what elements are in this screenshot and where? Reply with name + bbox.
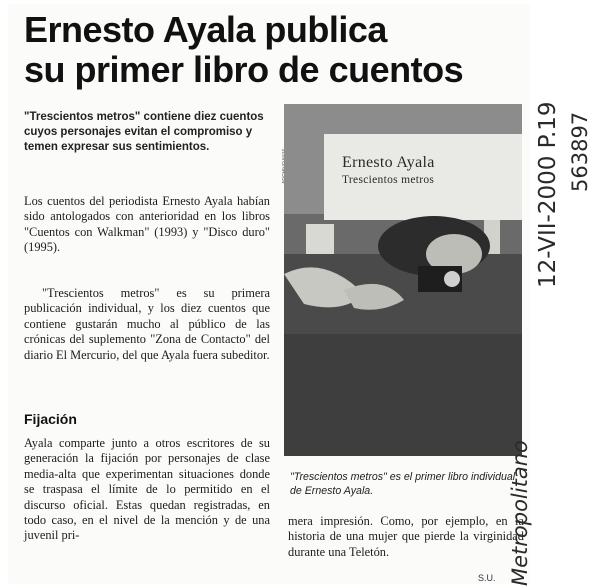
body-paragraph-3: Ayala comparte junto a otros escritores de su generación la fijación por personajes de clase media-alta que experimentan situaciones donde se traspasa el límite de lo permitido en el discurso oficial. Estas quedan registradas, en todo caso, en el nivel de la mención y de una juvenil pri- [24, 436, 270, 543]
headline-line-2: su primer libro de cuentos [24, 49, 464, 90]
handwritten-number: 563897 [568, 111, 592, 192]
body-paragraph-4: mera impresión. Como, por ejemplo, en la historia de una mujer que pierde la virginidad durante una Teletón. [288, 514, 524, 559]
photo-caption: "Trescientos metros" es el primer libro individual de Ernesto Ayala. [290, 471, 516, 497]
author-initials: S.U. [478, 573, 496, 583]
book-title: Trescientos metros [342, 174, 435, 186]
handwritten-date: 12-VII-2000 P.19 [535, 101, 561, 288]
handwritten-publication: Metropolitano [508, 440, 532, 586]
body-paragraph-2: "Trescientos metros" es su primera publicación individual, y los diez cuentos que contiene gustarán mucho al público de las crónicas del suplemento "Zona de Contacto" del diario El Mercurio, del que Ayala fuera subeditor. [24, 286, 270, 362]
newspaper-clipping [8, 4, 530, 584]
book-author: Ernesto Ayala [342, 154, 435, 171]
book-cover-photo [284, 104, 522, 456]
headline [24, 10, 524, 90]
body-paragraph-1: Los cuentos del periodista Ernesto Ayala habían sido antologados con anterioridad en los libros "Cuentos con Walkman" (1993) y "Disco duro" (1995). [24, 194, 270, 255]
headline-line-1: Ernesto Ayala publica [24, 9, 387, 50]
lead-paragraph: "Trescientos metros" contiene diez cuentos cuyos personajes evitan el compromiso y temen expresar sus sentimientos. [24, 111, 264, 153]
section-subhead: Fijación [24, 411, 77, 427]
